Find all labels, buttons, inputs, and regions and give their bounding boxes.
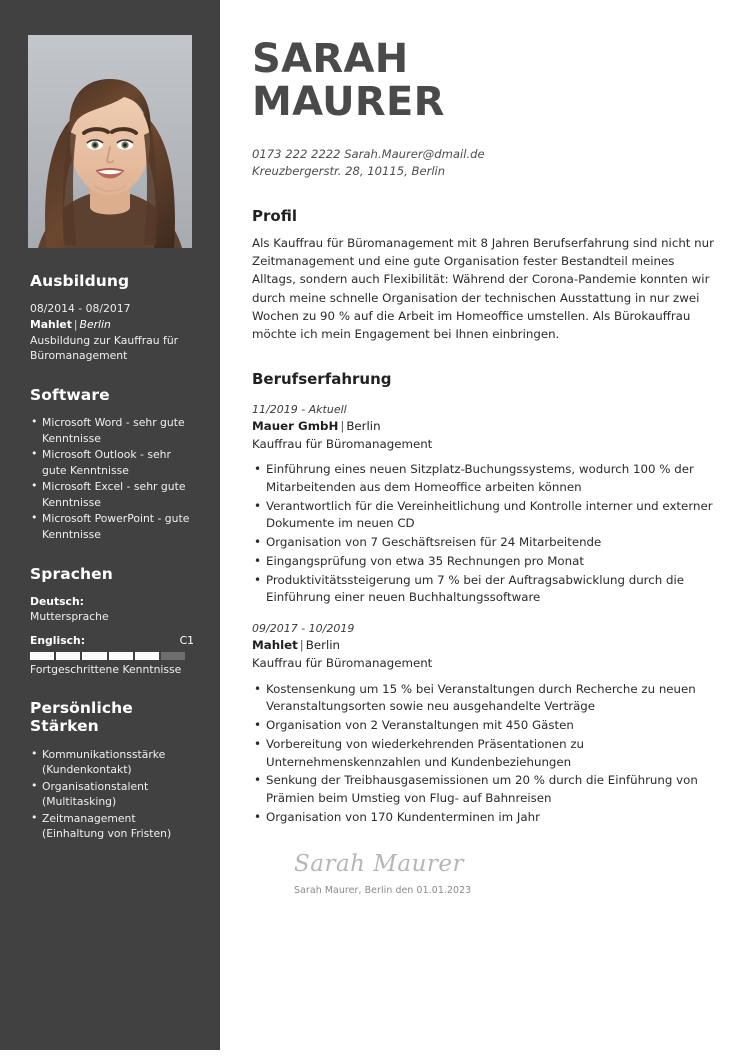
list-item: • Einführung eines neuen Sitzplatz-Buchungssystems, wodurch 100 % der Mitarbeitenden aus dem Homeoffice arbeiten können: [252, 461, 720, 496]
language-description: Fortgeschrittene Kenntnisse: [30, 662, 182, 676]
experience-organization: [252, 418, 720, 436]
experience-bullets: [252, 461, 720, 607]
experience-date: 11/2019 - Aktuell: [252, 402, 347, 416]
list-item: • Zeitmanagement (Einhaltung von Fristen): [30, 811, 194, 842]
language-item-english: [30, 633, 194, 677]
experience-company: Mahlet: [252, 638, 298, 653]
section-software: [30, 386, 194, 543]
contact-phone-email: 0173 222 2222 Sarah.Maurer@dmail.de: [252, 146, 485, 161]
list-item: • Organisation von 2 Veranstaltungen mit 450 Gästen: [252, 717, 720, 735]
software-list: [30, 415, 194, 542]
section-heading-profile: Profil: [252, 206, 297, 225]
proficiency-segment: [135, 652, 159, 660]
section-heading-experience: Berufserfahrung: [252, 369, 392, 388]
main-column: [252, 0, 720, 896]
list-item: • Microsoft Excel - sehr gute Kenntnisse: [30, 479, 194, 510]
experience-company: Mauer GmbH: [252, 419, 339, 433]
language-item-german: [30, 594, 194, 625]
experience-bullets: [252, 681, 720, 827]
list-item: • Microsoft Outlook - sehr gute Kenntnisse: [30, 447, 194, 478]
section-experience: [252, 370, 720, 827]
list-item: • Senkung der Treibhausgasemissionen um 20 % durch die Einführung von Prämien beim Umstieg von Flug- auf Bahnreisen: [252, 772, 720, 807]
experience-entry: [252, 621, 720, 826]
education-date: 08/2014 - 08/2017: [30, 302, 131, 316]
section-education: [30, 272, 194, 364]
list-item: • Eingangsprüfung von etwa 35 Rechnungen pro Monat: [252, 553, 720, 571]
avatar: [28, 35, 192, 248]
list-item: • Vorbereitung von wiederkehrenden Präsentationen zu Unternehmenskennzahlen und Kundenbeziehungen: [252, 736, 720, 771]
proficiency-segment: [161, 652, 185, 660]
signature-block: [252, 852, 720, 895]
section-heading-software: Software: [30, 385, 110, 404]
section-languages: [30, 565, 194, 678]
list-item: • Microsoft Word - sehr gute Kenntnisse: [30, 415, 194, 446]
education-separator: |: [73, 317, 78, 331]
language-level: C1: [179, 634, 194, 648]
strengths-list: [30, 747, 194, 842]
language-header: [30, 594, 194, 609]
language-name: Englisch:: [30, 634, 86, 648]
language-header: [30, 633, 194, 648]
experience-job-title: Kauffrau für Büromanagement: [252, 436, 433, 451]
proficiency-segment: [30, 652, 54, 660]
language-proficiency-bar: [30, 652, 185, 660]
education-org-name: Mahlet: [30, 317, 72, 331]
education-organization: [30, 317, 194, 333]
section-profile: [252, 207, 720, 344]
education-location: Berlin: [79, 317, 111, 331]
experience-location: Berlin: [346, 419, 381, 433]
first-name: SARAH: [252, 36, 409, 82]
language-name: Deutsch:: [30, 594, 84, 608]
contact-info: [252, 146, 720, 181]
experience-job-title: Kauffrau für Büromanagement: [252, 656, 433, 671]
list-item: • Verantwortlich für die Vereinheitlichung und Kontrolle interner und externer Dokumente im neuen CD: [252, 498, 720, 533]
section-strengths: [30, 699, 194, 842]
list-item: • Organisation von 7 Geschäftsreisen für 24 Mitarbeitende: [252, 534, 720, 552]
list-item: • Produktivitätssteigerung um 7 % bei der Auftragsabwicklung durch die Einführung einer neuen Buchhaltungssoftware: [252, 572, 720, 607]
section-heading-education: Ausbildung: [30, 272, 130, 290]
section-heading-strengths: Persönliche Stärken: [30, 699, 133, 736]
list-item: • Organisation von 170 Kundenterminen im Jahr: [252, 809, 720, 827]
list-item: • Kostensenkung um 15 % bei Veranstaltungen durch Recherche zu neuen Veranstaltungsorten sowie neu ausgehandelte Verträge: [252, 681, 720, 716]
portrait-photo-icon: [28, 35, 192, 248]
list-item: • Microsoft PowerPoint - gute Kenntnisse: [30, 511, 194, 542]
list-item: • Organisationstalent (Multitasking): [30, 779, 194, 810]
section-heading-languages: Sprachen: [30, 564, 113, 583]
page-title: [252, 38, 720, 124]
proficiency-segment: [82, 652, 106, 660]
sidebar: [0, 0, 220, 1050]
experience-separator: |: [299, 638, 304, 653]
education-degree: Ausbildung zur Kauffrau für Büromanagement: [30, 333, 179, 363]
experience-organization: [252, 637, 720, 655]
signature-caption: Sarah Maurer, Berlin den 01.01.2023: [294, 884, 472, 896]
proficiency-segment: [109, 652, 133, 660]
list-item: • Kommunikationsstärke (Kundenkontakt): [30, 747, 194, 778]
signature-script: Sarah Maurer: [294, 851, 464, 878]
profile-text: Als Kauffrau für Büromanagement mit 8 Jahren Berufserfahrung sind nicht nur Zeitmanagement und eine gute Organisation fester Bestandteil meines Alltags, sondern auch Flexibilität: Während der Corona-Pandemie konnten wir durch meine schnelle Organisation der technischen Ausstattung in nur zwei Wochen zu 90 % auf die Arbeit im Homeoffice umstellen. Als Bürokauffrau möchte ich mein Engagement bei Ihnen einbringen.: [252, 235, 714, 342]
language-description: Muttersprache: [30, 610, 109, 624]
experience-entry: [252, 402, 720, 607]
sidebar-content: [0, 272, 220, 864]
proficiency-segment: [56, 652, 80, 660]
experience-date: 09/2017 - 10/2019: [252, 621, 355, 635]
last-name: MAURER: [252, 78, 445, 125]
experience-separator: |: [340, 419, 345, 433]
experience-location: Berlin: [305, 638, 341, 653]
contact-address: Kreuzbergerstr. 28, 10115, Berlin: [252, 164, 446, 179]
